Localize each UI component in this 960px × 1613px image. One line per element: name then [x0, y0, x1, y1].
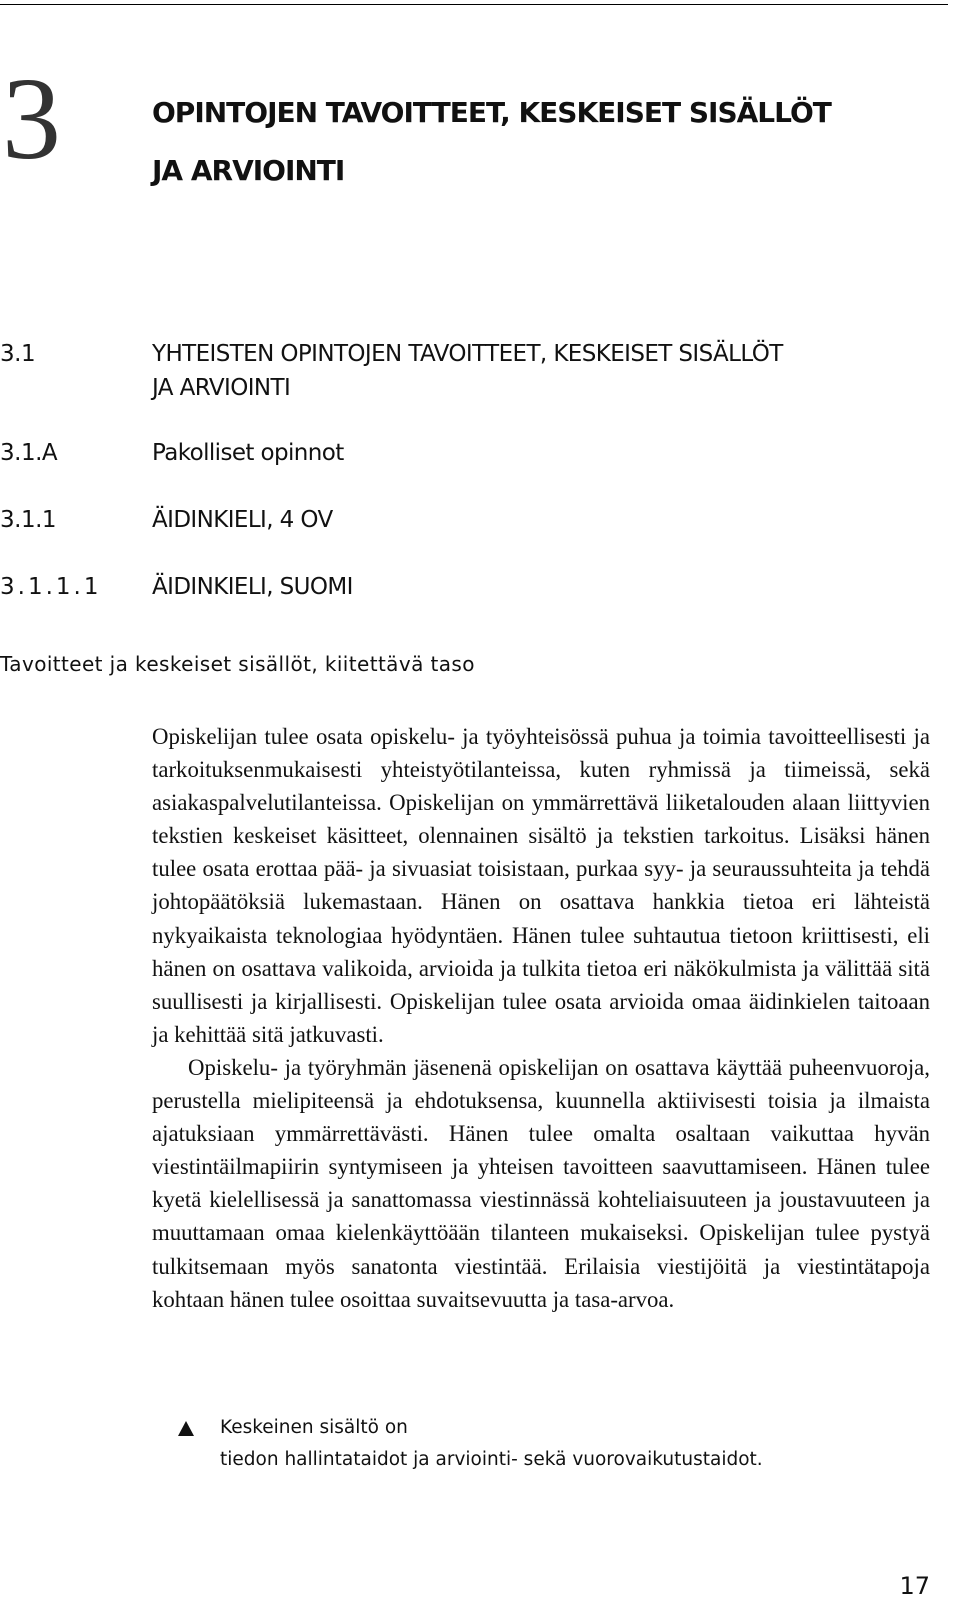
bullet-text: [220, 1412, 938, 1476]
section-title-line-1: YHTEISTEN OPINTOJEN TAVOITTEET, KESKEISET SISÄLLÖT: [152, 341, 783, 367]
section-title: Pakolliset opinnot: [152, 440, 344, 466]
page-number: 17: [899, 1572, 930, 1600]
section-heading-3-1-1-1: [0, 570, 948, 604]
section-heading-3-1-a: [0, 436, 948, 470]
chapter-number: 3: [2, 53, 61, 184]
top-rule: [0, 4, 948, 5]
section-heading-3-1: [0, 337, 948, 405]
section-title-line-2: JA ARVIOINTI: [152, 375, 291, 401]
body-text: [152, 720, 930, 1316]
bullet-line-1: Keskeinen sisältö on: [220, 1417, 408, 1438]
triangle-up-icon: [178, 1421, 194, 1436]
paragraph: Opiskelijan tulee osata opiskelu- ja työyhteisössä puhua ja toimia tavoitteellisesti ja tarkoituksenmukaisesti yhteistyötilanteissa, kuten ryhmissä ja tiimeissä, sekä asiakaspalvelutilanteissa. Opiskelijan on ymmärrettävä liiketalouden alaan liittyvien tekstien keskeiset käsitteet, olennainen sisältö ja tekstien tarkoitus. Lisäksi hänen tulee osata erottaa pää- ja sivuasiat toisistaan, purkaa syy- ja seuraussuhteita ja tehdä johtopäätöksiä lukemastaan. Hänen on osattava hankkia tietoa eri lähteistä nykyaikaista teknologiaa hyödyntäen. Hänen tulee suhtautua tietoon kriittisesti, eli hänen on osattava valikoida, arvioida ja tulkita tietoa eri näkökulmista ja välittää sitä suullisesti ja kirjallisesti. Opiskelijan tulee osata arvioida omaa äidinkielen taitoaan ja kehittää sitä jatkuvasti.: [152, 724, 930, 1047]
section-title: ÄIDINKIELI, SUOMI: [152, 574, 353, 600]
chapter-title-line-2: JA ARVIOINTI: [152, 154, 345, 187]
section-number: 3.1.A: [0, 440, 58, 466]
section-number: 3.1: [0, 341, 36, 367]
chapter-title: [152, 84, 932, 200]
section-heading-3-1-1: [0, 503, 948, 537]
key-content-bullet: [178, 1412, 938, 1476]
section-title: ÄIDINKIELI, 4 OV: [152, 507, 333, 533]
section-title: [152, 337, 948, 405]
section-number: 3.1.1: [0, 507, 57, 533]
section-number: 3.1.1.1: [0, 574, 102, 600]
chapter-title-line-1: OPINTOJEN TAVOITTEET, KESKEISET SISÄLLÖT: [152, 96, 831, 129]
bullet-line-2: tiedon hallintataidot ja arviointi- sekä vuorovaikutustaidot.: [220, 1449, 763, 1470]
paragraph: Opiskelu- ja työryhmän jäsenenä opiskelijan on osattava käyttää puheenvuoroja, perustella mielipiteensä ja ehdotuksensa, kuunnella aktiivisesti toisia ja ilmaista ajatuksiaan ymmärrettävästi. Hänen tulee omalta osaltaan vaikuttaa hyvän viestintäilmapiirin syntymiseen ja yhteisen tavoitteen saavuttamiseen. Hänen tulee kyetä kielellisessä ja sanattomassa viestinnässä kohteliaisuuteen ja joustavuuteen ja muuttamaan omaa kielenkäyttöään tilanteen mukaiseksi. Opiskelijan tulee pystyä tulkitsemaan myös sanatonta viestintää. Erilaisia viestijöitä ja viestintätapoja kohtaan hänen tulee osoittaa suvaitsevuutta ja tasa-arvoa.: [152, 1054, 930, 1312]
subheading: Tavoitteet ja keskeiset sisällöt, kiitettävä taso: [0, 652, 475, 676]
